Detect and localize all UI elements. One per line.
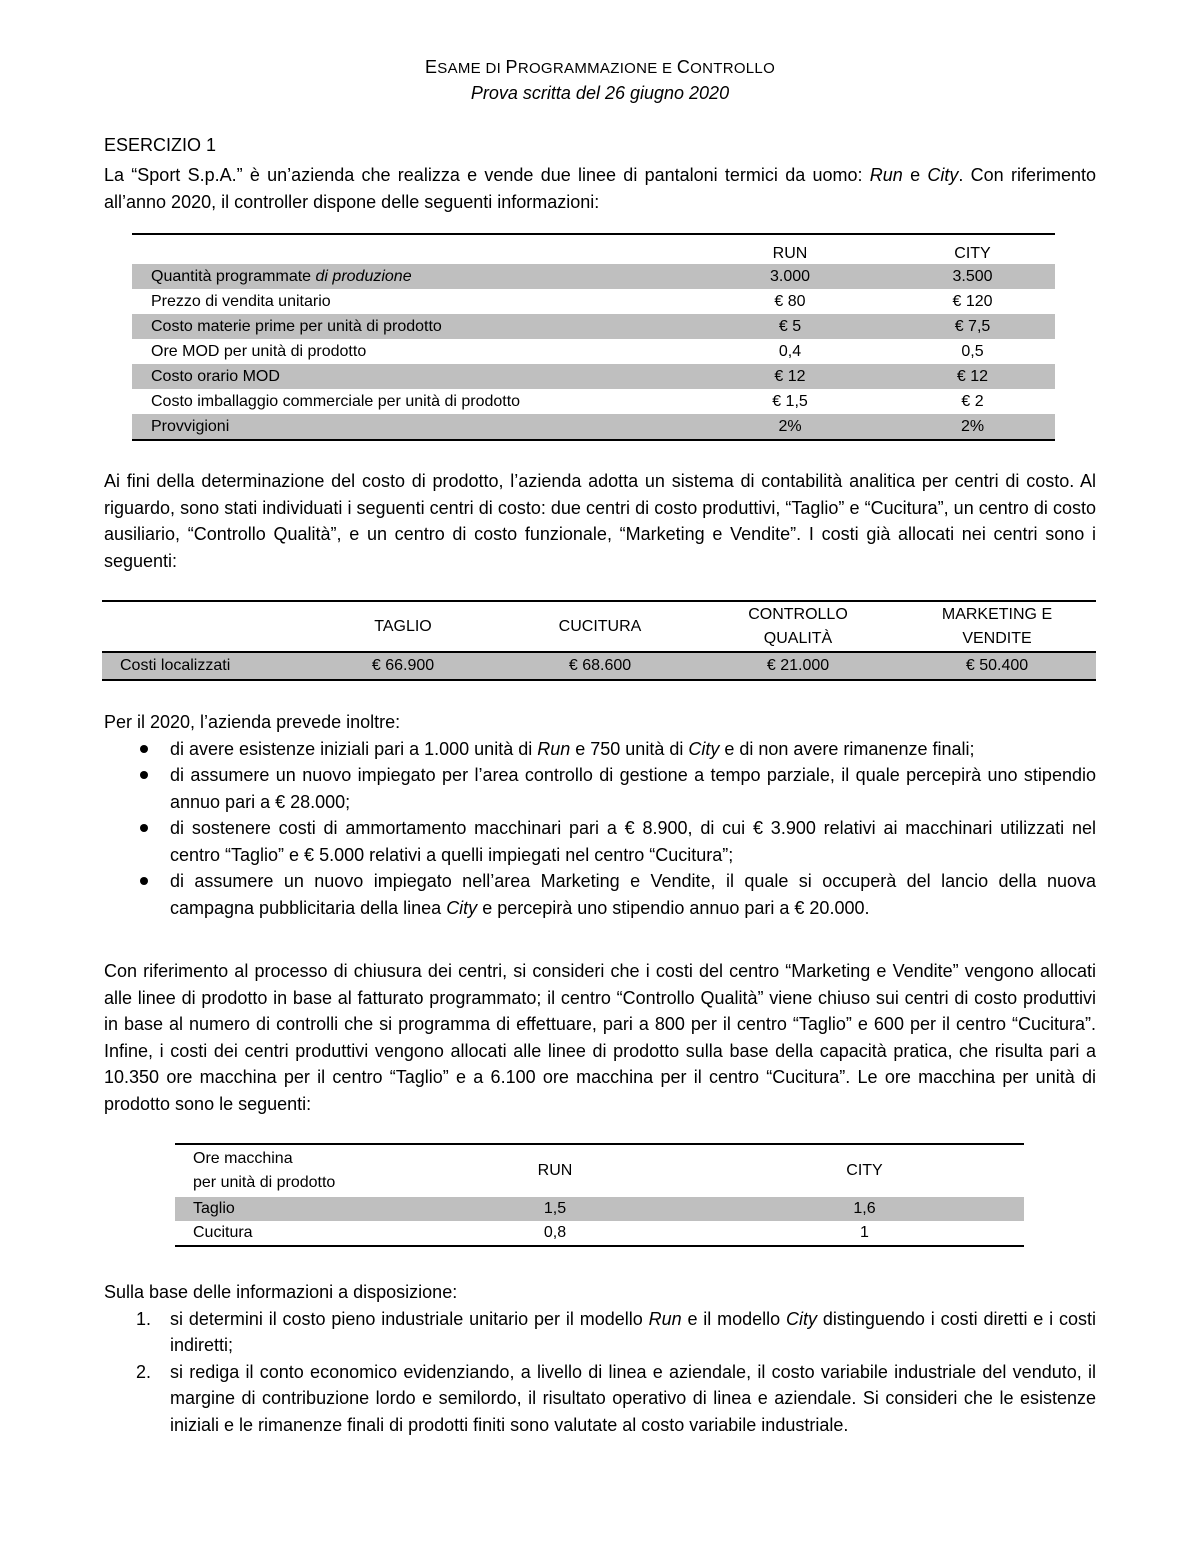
table-header-row [132,234,1055,264]
list-item: di assumere un nuovo impiegato per l’area controllo di gestione a tempo parziale, il quale percepirà uno stipendio annuo pari a € 28.000; [104,762,1096,815]
table-row: Prezzo di vendita unitario € 80 € 120 [151,292,993,310]
forecast-bullet-list [104,736,1096,922]
list-item: 2. si rediga il conto economico evidenziando, a livello di linea e aziendale, il costo variabile industriale del venduto, il margine di contribuzione lordo e semilordo, il risultato operativo di linea e aziendale. Si consideri che le esistenze iniziali e le rimanenze finali di prodotti finiti sono valutate al costo variabile industriale. [136,1361,1096,1435]
paragraph-cost-centers: Ai fini della determinazione del costo di prodotto, l’azienda adotta un sistema di contabilità analitica per centri di costo. Al riguardo, sono stati individuati i seguenti centri di costo: due centri di costo produttivi, “Taglio” e “Cucitura”, un centro di costo ausiliario, “Controllo Qualità”, e un centro di costo funzionale, “Marketing e Vendite”. I costi già allocati nei centri sono i seguenti: [104,471,1096,571]
forecast-section: Per il 2020, l’azienda prevede inoltre: di avere esistenze iniziali pari a 1.000 unità di Run e 750 unità di City e di non avere rimanenze finali; di assumere un nuovo impiegato per l’area controllo di gestione a tempo parziale, il quale percepirà uno stipendio annuo pari a € 28.000; di sostenere costi di ammortamento macchinari pari a € 8.900, di cui € 3.900 relativi ai macchinari utilizzati nel centro “Taglio” e € 5.000 relativi a quelli impiegati nel centro “Cucitura”; di assumere un nuovo impiegato nell’area Marketing e Vendite, il quale si occuperà del lancio della nuova campagna pubblicitaria della linea City e percepirà uno stipendio annuo pari a € 20.000. [104,709,1096,921]
list-item: 1. si determini il costo pieno industriale unitario per il modello Run e il modello City distinguendo i costi diretti e i costi indiretti; [136,1308,1096,1355]
table-row: Costo materie prime per unità di prodotto € 5 € 7,5 [132,314,1055,339]
list-item: di avere esistenze iniziali pari a 1.000 unità di Run e 750 unità di City e di non avere rimanenze finali; [104,736,1096,763]
table-header-row: Ore macchina per unità di prodotto RUN CITY [175,1144,1024,1197]
column-header-run: RUN [537,1162,573,1179]
table-row: Costo imballaggio commerciale per unità di prodotto € 1,5 € 2 [151,392,984,410]
questions-list [104,1306,1096,1439]
exam-subtitle: Prova scritta del 26 giugno 2020 [470,83,730,103]
list-item: di sostenere costi di ammortamento macchinari pari a € 8.900, di cui € 3.900 relativi ai macchinari utilizzati nel centro “Taglio” e € 5.000 relativi a quelli impiegati nel centro “Cucitura”; [104,815,1096,868]
cost-centers-table [102,600,1096,681]
machine-hours-table [175,1143,1024,1247]
table-row: Costi localizzati € 66.900 € 68.600 € 21.000 € 50.400 [102,652,1096,680]
exercise-intro: La “Sport S.p.A.” è un’azienda che realizza e vende due linee di pantaloni termici da uomo: Run e City. Con riferimento all’anno 2020, il controller dispone delle seguenti informazioni: [104,165,1096,212]
questions-section: Sulla base delle informazioni a disposizione: 1. si determini il costo pieno industriale unitario per il modello Run e il modello City distinguendo i costi diretti e i costi indiretti; 2. si rediga il conto economico evidenziando, a livello di linea e aziendale, il costo variabile industriale del venduto, il margine di contribuzione lordo e semilordo, il risultato operativo di linea e aziendale. Si consideri che le esistenze iniziali e le rimanenze finali di prodotti finiti sono valutate al costo variabile industriale. [104,1279,1096,1438]
table-row: Provvigioni 2% 2% [132,414,1055,440]
column-header-marketing-vendite: MARKETING E VENDITE [941,605,1053,647]
exercise-heading: ESERCIZIO 1 [104,135,217,155]
exam-title: ESAME DI PROGRAMMAZIONE E CONTROLLO [424,57,776,77]
table-header-row [102,601,1096,652]
column-header-taglio: TAGLIO [374,617,432,635]
column-header-run: RUN [772,245,808,262]
column-header-city: CITY [846,1162,883,1179]
table-row: Ore MOD per unità di prodotto 0,4 0,5 [151,342,984,360]
paragraph-center-closing: Con riferimento al processo di chiusura dei centri, si consideri che i costi del centro “Marketing e Vendite” vengono allocati alle linee di prodotto in base al fatturato programmato; il centro “Controllo Qualità” viene chiuso sui centri di costo produttivi in base al numero di controlli che si programma di effettuare, pari a 800 per il centro “Taglio” e 600 per il centro “Cucitura”. Infine, i costi dei centri produttivi vengono allocati alle linee di prodotto sulla base della capacità pratica, che risulta pari a 10.350 ore macchina per il centro “Taglio” e a 6.100 ore macchina per il centro “Cucitura”. Le ore macchina per unità di prodotto sono le seguenti: [104,961,1096,1114]
column-header-controllo-qualita: CONTROLLO QUALITÀ [748,605,848,647]
list-item: di assumere un nuovo impiegato nell’area Marketing e Vendite, il quale si occuperà del lancio della nuova campagna pubblicitaria della linea City e percepirà uno stipendio annuo pari a € 20.000. [104,868,1096,921]
table-row: Taglio 1,5 1,6 [175,1197,1024,1221]
table-row: Cucitura 0,8 1 [193,1224,869,1241]
table-row: Quantità programmate di produzione 3.000 3.500 [132,264,1055,289]
column-header-city: CITY [954,245,991,262]
column-header-cucitura: CUCITURA [558,617,642,635]
product-data-table [132,233,1055,441]
table-row: Costo orario MOD € 12 € 12 [132,364,1055,389]
